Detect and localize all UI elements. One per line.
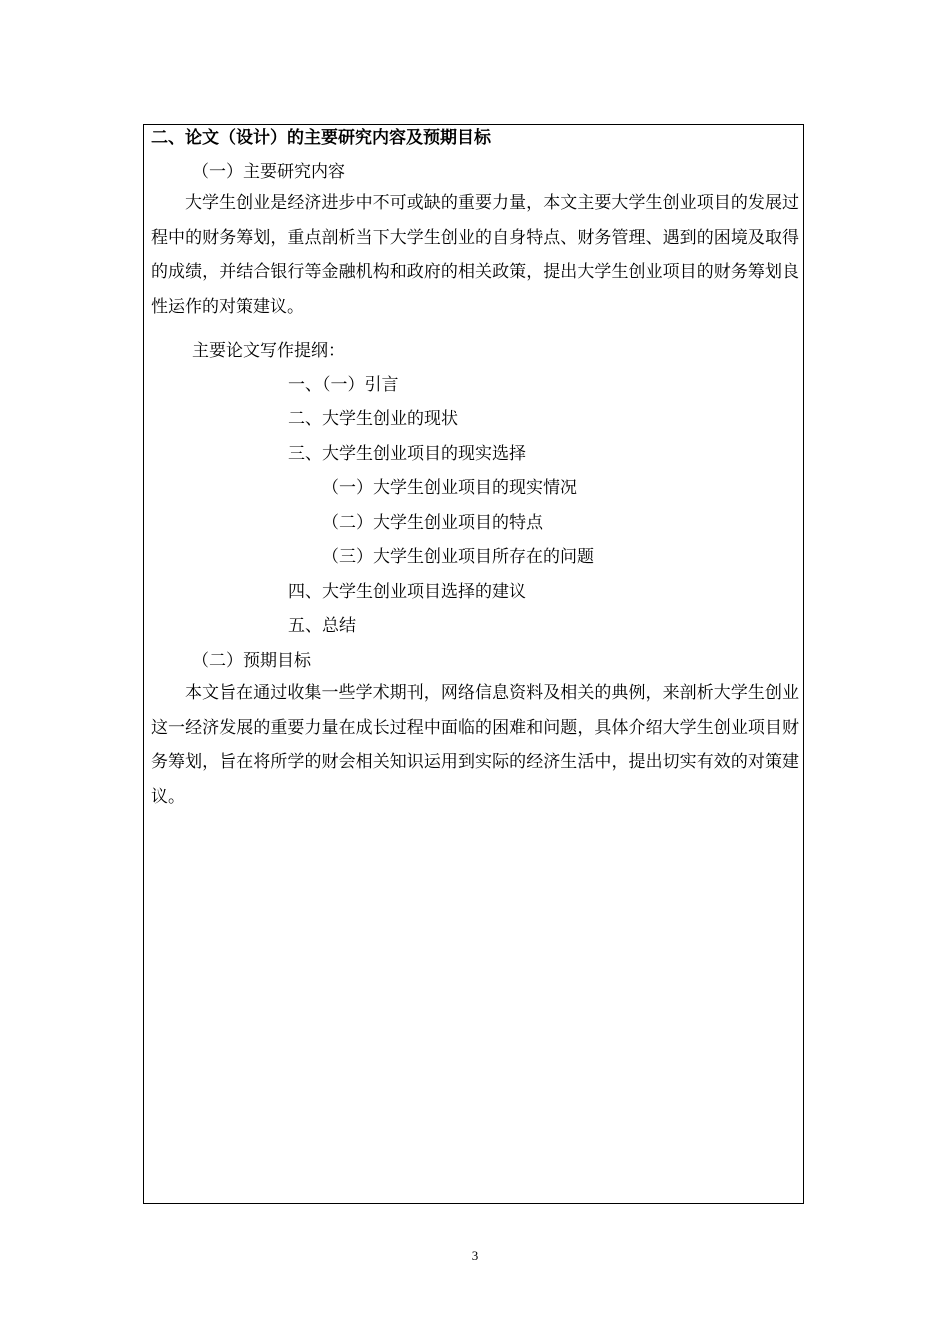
part2-heading: （二）预期目标 (192, 651, 311, 671)
part1-heading: （一）主要研究内容 (192, 162, 345, 182)
outline-item: 四、大学生创业项目选择的建议 (288, 582, 526, 602)
page-number: 3 (471, 1248, 479, 1263)
outline-heading: 主要论文写作提纲： (192, 341, 345, 361)
part2-paragraph: 本文旨在通过收集一些学术期刊，网络信息资料及相关的典例，来剖析大学生创业这一经济发展的重要力量在成长过程中面临的困难和问题，具体介绍大学生创业项目财务筹划，旨在将所学的财会相关知识运用到实际的经济生活中，提出切实有效的对策建议。 (151, 683, 799, 807)
outline-item: 五、总结 (288, 616, 356, 636)
outline-subitem: （一）大学生创业项目的现实情况 (322, 478, 577, 498)
outline-item: 二、大学生创业的现状 (288, 409, 458, 429)
outline-subitem: （三）大学生创业项目所存在的问题 (322, 547, 594, 567)
outline-item: 三、大学生创业项目的现实选择 (288, 444, 526, 464)
outline-subitem: （二）大学生创业项目的特点 (322, 513, 543, 533)
outline-item: 一、（一）引言 (288, 375, 399, 395)
section-title: 二、论文（设计）的主要研究内容及预期目标 (151, 128, 491, 148)
part1-paragraph: 大学生创业是经济进步中不可或缺的重要力量，本文主要大学生创业项目的发展过程中的财务筹划，重点剖析当下大学生创业的自身特点、财务管理、遇到的困境及取得的成绩，并结合银行等金融机构和政府的相关政策，提出大学生创业项目的财务筹划良性运作的对策建议。 (151, 193, 799, 317)
